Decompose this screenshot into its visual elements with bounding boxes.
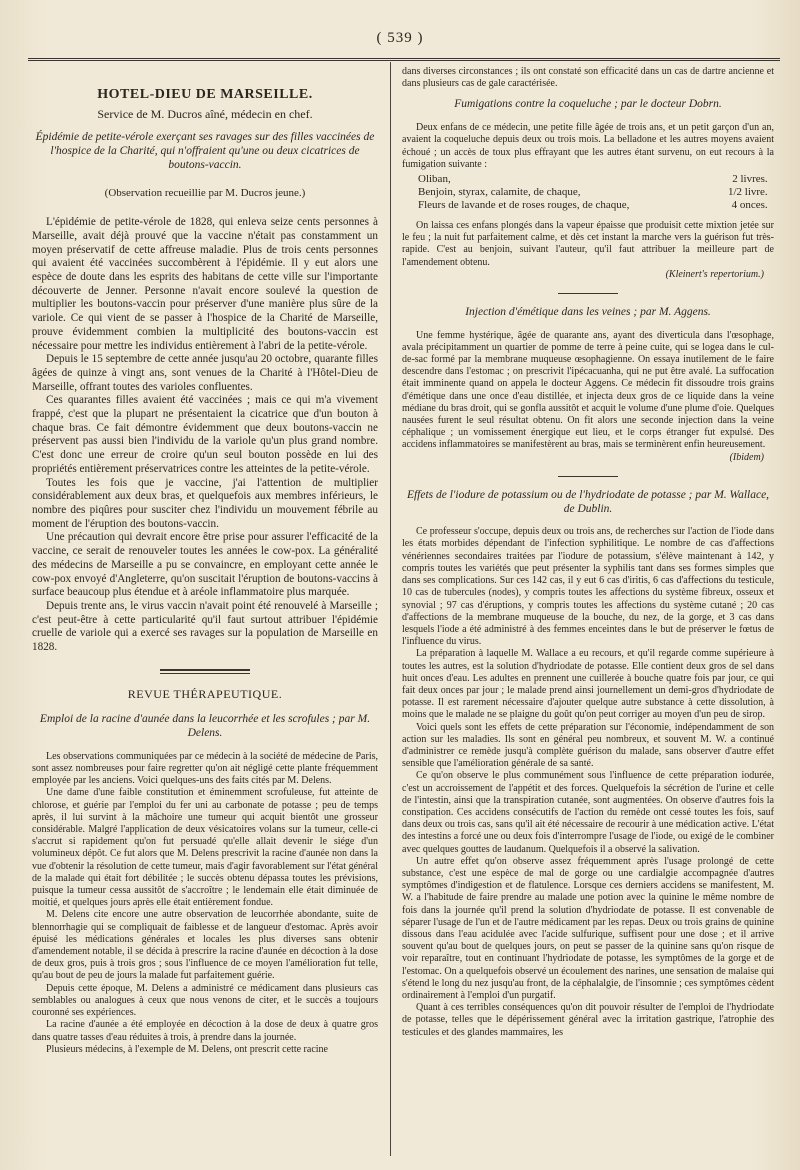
paragraph: Plusieurs médecins, à l'exemple de M. Delens, ont prescrit cette racine [46,1043,328,1055]
recipe-table [418,173,768,212]
hospital-title: HOTEL-DIEU DE MARSEILLE. [97,87,313,102]
page-number: ( 539 ) [376,30,424,46]
paragraph: Ce qu'on observe le plus communément sous l'influence de cette préparation iodurée, c'est un accroissement de l'appétit et des forces. Quelquefois la sécrétion de l'urine et celle de l'intestin, ainsi que la transpiration cutanée, sont augmentées. On observe d'autres fois la constipation. Ces accidens consécutifs de l'action du remède ont cessé toutes les fois, sauf dans deux ou trois cas, sans qu'il ait été nécessaire de recourir à une médication active. L'état des intestins a forcé une ou deux fois d'interrompre l'usage de l'iode, ou exigé de le combiner avec quelques gouttes de laudanum. Quelquefois il a observé la salivation. [402,770,774,855]
iodure-title: Effets de l'iodure de potassium ou de l'hydriodate de potasse ; par M. Wallace, de Dublin. [406,488,770,515]
recipe-row [418,199,768,212]
section-separator [558,476,618,477]
recipe-item: Fleurs de lavande et de roses rouges, de chaque, [418,198,630,211]
right-column [402,66,774,1160]
observation-credit: (Observation recueillie par M. Ducros jeune.) [104,186,306,199]
paragraph: Une femme hystérique, âgée de quarante ans, ayant des diverticula dans l'œsophage, avala précipitamment un quartier de pomme de terre à peine cuite, qui se logea dans le cul-de-sac formé par la membrane muqueuse œsophagienne. On essaya inutilement de le faire descendre dans l'estomac ; on prescrivit l'ipécacuanha, qui ne put être avalé. La suffocation était imminente quand on appela le docteur Aggens. Ce médecin fit dissoudre trois grains d'émétique dans une once d'eau distillée, et injecta deux gros de ce liquide dans la veine médiane du bras droit, qui se gonfla aussitôt et acquit le volume d'une plume d'oie. Quelques nausées furent le seul résultat obtenu. On fit alors une seconde injection dans la veine céphalique ; un vomissement énergique eut lieu, et le corps étranger fut expulsé. Des accidens inflammatoires se manifestèrent au bras, mais se terminèrent enfin heureusement. [402,329,774,451]
recipe-item: Benjoin, styrax, calamite, de chaque, [418,185,581,198]
paragraph: Voici quels sont les effets de cette préparation sur l'économie, indépendamment de son action sur les maladies. Ils sont en général peu nombreux, et souvent M. W. a continué d'administrer ce remède jusqu'à complète guérison du malade, sans observer d'autre effet sensible que l'amélioration générale de sa santé. [402,721,774,770]
recipe-qty: 2 livres. [732,172,768,185]
paragraph: Toutes les fois que je vaccine, j'ai l'attention de multiplier considérablement aux deux bras, et quelquefois aux membres inférieurs, le nombre des piqûres pour susciter chez l'individu un mouvement fébrile au moment de l'éruption des boutons-vaccin. [32,476,378,530]
paragraph: La préparation à laquelle M. Wallace a eu recours, et qu'il regarde comme supérieure à toutes les autres, est la solution d'hydriodate de potasse. Elle contient deux gros de sel dans huit onces d'eau. Les adultes en prennent une cuillerée à bouche quatre fois par jour, ce qui fait deux onces par jour ; le malade prend ainsi journellement un demi-gros d'hydriodate de potasse. Il est rarement nécessaire d'ajouter quelque autre substance à cette dissolution, à moins que le malade ne se plaigne du goût qu'on peut corriger au moyen d'un peu de sirop. [402,648,774,721]
paragraph: Deux enfans de ce médecin, une petite fille âgée de trois ans, et un petit garçon d'un an, avaient la coqueluche depuis deux ou trois mois. La belladone et les autres moyens avaient échoué ; un accès de toux plus effrayant que les autres étant survenu, on eut recours à la fumigation suivante : [402,122,774,170]
service-line: Service de M. Ducros aîné, médecin en chef. [97,106,313,121]
header-rule [28,58,780,61]
aunee-article-title: Emploi de la racine d'aunée dans la leucorrhée et les scrofules ; par M. Delens. [39,713,371,740]
recipe-qty: 1/2 livre. [727,185,768,198]
review-title: REVUE THÉRAPEUTIQUE. [127,686,283,701]
recipe-qty: 4 onces. [731,198,768,211]
recipe-item: Oliban, [418,172,451,185]
source-citation: (Kleinert's repertorium.) [665,268,764,280]
paragraph: M. Delens cite encore une autre observation de leucorrhée abondante, suite de blennorrhagie qui se compliquait de faiblesse et de langueur d'estomac. Après avoir épuisé les médications générales et locales les plus diverses sans obtenir d'amendement notable, il se décida à prescrire la racine d'aunée en décoction à la dose de deux gros, puis à trois gros ; sous l'influence de ce moyen l'amélioration fut telle, qu'au bout de peu de jours la malade fut parfaitement guérie. [32,909,378,982]
recipe-row [418,186,768,199]
injection-title: Injection d'émétique dans les veines ; par M. Aggens. [465,305,711,318]
paragraph: Depuis trente ans, le virus vaccin n'avait point été renouvelé à Marseille ; c'est peut-être à cette particularité qu'il faut surtout attribuer l'épidémie cruelle de variole qui a exercé ses ravages sur la population de Marseille en 1828. [32,599,378,654]
fumigation-title: Fumigations contre la coqueluche ; par le docteur Dobrn. [454,98,722,111]
column-divider [390,62,391,1156]
paragraph: La racine d'aunée a été employée en décoction à la dose de deux à quatre gros dans quatre tasses d'eau réduites à trois, à prendre dans la journée. [32,1019,378,1043]
section-separator [558,293,618,294]
paragraph: Ces quarantes filles avaient été vaccinées ; mais ce qui m'a vivement frappé, c'est que la plupart ne présentaient la cicatrice que d'un bouton à chaque bras. Ce fait démontre évidemment que deux boutons-vaccin ne préservent pas aussi bien l'individu de la variole qu'un plus grand nombre. C'est donc une erreur de croire qu'un seul bouton possède en lui des propriétés entièrement préservatrices contre les atteintes de la petite-vérole. [32,394,378,475]
paragraph: Ce professeur s'occupe, depuis deux ou trois ans, de recherches sur l'action de l'iode dans les états morbides dépendant de l'infection syphilitique. Le nombre de cas d'affections vénériennes secondaires traitées par l'iodure de potassium, s'élève maintenant à 142, y compris toutes les variétés que peut présenter la syphilis tant dans ses formes simples que dans ses complications. Sur ces 142 cas, il y eut 6 cas d'iritis, 6 cas d'affections du testicule, 10 cas de tubercules (nodes), y compris toutes les affections du système fibreux, osseux et synovial ; 97 cas d'éruptions, y compris toutes les affections du système cutané ; 20 cas d'affections de la membrane muqueuse de la bouche, du nez, de la gorge, et 3 cas dans lesquels l'iode a été administré à des femmes enceintes dans le but de préserver le fœtus de l'influence du virus. [402,526,774,648]
paragraph: Depuis le 15 septembre de cette année jusqu'au 20 octobre, quarante filles âgées de quinze à vingt ans, sont venues de la Charité à l'Hôtel-Dieu de Marseille, offrant toutes des varioles confluentes. [32,353,378,393]
paragraph: Depuis cette époque, M. Delens a administré ce médicament dans plusieurs cas semblables ou analogues à ceux que nous venons de citer, et le succès a toujours couronné ses expériences. [32,982,378,1019]
epidemic-subtitle: Épidémie de petite-vérole exerçant ses ravages sur des filles vaccinées de l'hospice de la Charité, qui n'offraient qu'une ou deux cicatrices de boutons-vaccin. [35,131,375,171]
paragraph: Une précaution qui devrait encore être prise pour assurer l'efficacité de la vaccine, ce serait de renouveler toutes les années le cow-pox. La généralité des médecins de Marseille a pu se convaincre, en employant cette année le cow-pox envoyé d'Angleterre, qu'on suscitait l'éruption de boutons-vaccins à surface beaucoup plus étendue et à aréole inflammatoire plus marquée. [32,531,378,599]
paragraph: Une dame d'une faible constitution et éminemment scrofuleuse, fut atteinte de chlorose, et guérie par l'emploi du fer uni au carbonate de potasse ; peu de temps après, il lui survint à la mâchoire une tumeur qui acquit bientôt une grosseur considérable. Malgré l'application de deux vésicatoires volans sur la tumeur, celle-ci s'accrut si rapidement qu'on fut persuadé qu'elle allait devenir le siége d'un volumineux dépôt. Ce fut alors que M. Delens prescrivit la racine d'aunée non dans la vue d'obtenir la résolution de cette tumeur, mais d'agir favorablement sur l'état général de la malade qui était fort débilitée ; le succès obtenu dépassa toutes les prévisions, puisque la tumeur cessa aussitôt de s'accroître ; le lendemain elle était diminuée de moitié, et quelques jours après elle était entièrement fondue. [32,787,378,909]
paragraph: Un autre effet qu'on observe assez fréquemment après l'usage prolongé de cette substance, c'est une espèce de mal de gorge ou une cardialgie accompagnée d'autres symptômes d'indigestion et de flatulence. Lorsque ces derniers accidens se manifestent, M. W. a l'habitude de faire prendre au malade une potion avec la quinine le même nombre de fois dans la journée qu'il prend la solution d'hydriodate de potasse. Il est convenable de séparer l'usage de l'un et de l'autre médicament par les repas. Deux ou trois grains de quinine dissous dans l'eau acidulée avec l'acide sulfurique, suffisent pour une dose ; et il arrive souvent qu'au bout de quelques jours, on peut se passer de la quinine sans qu'on risque de voir reparaître, tout en continuant l'hydriodate de potasse, les symptômes de la gorge et de l'estomac. On a quelquefois observé un écoulement des narines, une sensation de malaise qui s'étend le long du nez jusqu'au front, de la céphalalgie, de l'insomnie ; ces symptômes cèdent ordinairement à l'emploi d'un purgatif. [402,855,774,1001]
source-citation: (Ibidem) [729,451,764,463]
recipe-row [418,173,768,186]
paragraph: On laissa ces enfans plongés dans la vapeur épaisse que produisit cette mixtion jetée sur le feu ; la nuit fut parfaitement calme, et dès cet instant la marche vers la guérison fut très-rapide. C'est au benjoin, suivant l'auteur, qu'il faut attribuer la meilleure part de l'amendement obtenu. [402,219,774,268]
paragraph: Les observations communiquées par ce médecin à la société de médecine de Paris, sont assez nombreuses pour faire regretter qu'on ait négligé cette plante fréquemment employée par les anciens. Voici quelques-uns des faits cités par M. Delens. [32,750,378,787]
continuation-text: dans diverses circonstances ; ils ont constaté son efficacité dans un cas de dartre ancienne et dans plusieurs cas de gale caractérisée. [402,66,774,90]
left-column [32,66,378,1160]
paragraph: L'épidémie de petite-vérole de 1828, qui enleva seize cents personnes à Marseille, avait déjà prouvé que la vaccine n'était pas constamment un moyen préservatif de cette affreuse maladie. Plus de trois cents personnes qui avaient été vaccinées succombèrent à l'épidémie. Il y eut alors une espèce de doute dans les esprits des habitans de cette ville sur l'importante découverte de Jenner. Personne n'avait encore soulevé la question de multiplier les boutons-vaccin pour préserver d'une manière plus sûre de la variole. Ce qui vient de se passer à l'hospice de la Charité de Marseille, prouve évidemment combien la multiplicité des boutons-vaccin est nécessaire pour mettre les individus entièrement à l'abri de la petite-vérole. [32,216,378,352]
paragraph: Quant à ces terribles conséquences qu'on dit pouvoir résulter de l'emploi de l'hydriodate de potasse, telles que le dépérissement général avec la irritation gastrique, l'atrophie des testicules et des glandes mammaires, les [402,1002,774,1038]
section-separator [160,669,250,674]
